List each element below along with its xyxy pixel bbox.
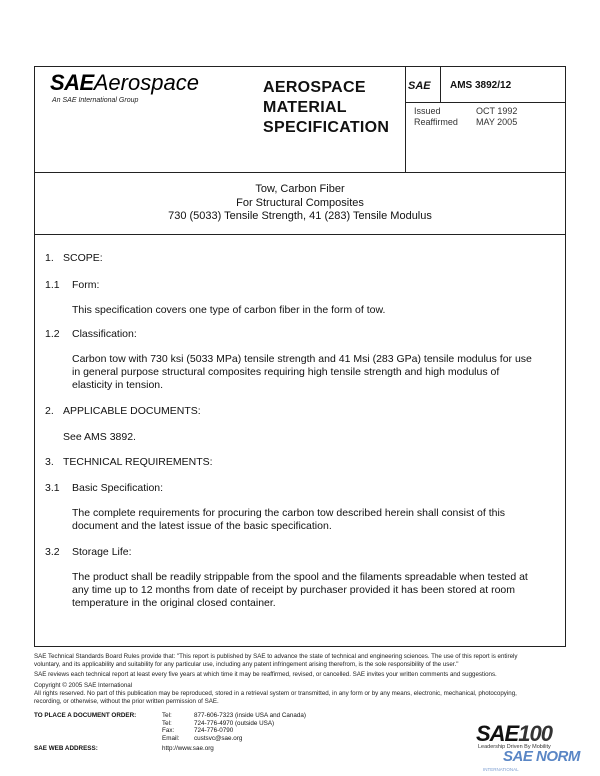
sae-slogan: Leadership Driven By Mobility — [478, 744, 551, 750]
sae-mark: SAE — [408, 80, 431, 92]
paragraph: The product shall be readily strippable from the spool and the filaments spreadable when tested at any time up to 12 months from date of receipt by purchaser provided it has been stored at room temperature in the original closed container. — [72, 571, 528, 609]
email-link[interactable]: custsvc@sae.org — [194, 734, 243, 742]
web-label: SAE WEB ADDRESS: — [34, 745, 98, 752]
tel-value[interactable]: 877-606-7323 (inside USA and Canada) — [194, 712, 307, 719]
header-divider — [440, 66, 441, 102]
section-heading: Form: — [72, 279, 100, 291]
document-title: Tow, Carbon Fiber For Structural Composites 730 (5033) Tensile Strength, 41 (283) Tensile Modulus — [168, 183, 432, 222]
section-number: 3.2 — [45, 546, 60, 558]
order-contact-labels: Tel: Tel: Fax: Email: — [162, 712, 180, 742]
order-contact-values — [194, 712, 306, 742]
paragraph: This specification covers one type of carbon fiber in the form of tow. — [72, 304, 386, 316]
section-heading: Storage Life: — [72, 546, 132, 558]
sae-norm-sub: INTERNATIONAL — [483, 767, 519, 772]
spec-type-title: AEROSPACE MATERIAL SPECIFICATION — [263, 79, 390, 136]
web-address-link[interactable]: http://www.sae.org — [162, 745, 214, 752]
tel2-value[interactable]: 724-776-4970 (outside USA) — [194, 719, 275, 727]
section-number: 1.1 — [45, 279, 60, 291]
section-heading: Classification: — [72, 328, 137, 340]
issue-labels: Issued Reaffirmed — [414, 106, 458, 127]
paragraph: Carbon tow with 730 ksi (5033 MPa) tensile strength and 41 Msi (283 GPa) tensile modulus for use in general purpose structural composites requiring high tensile strength and high modulus of elasticity in tension. — [72, 353, 532, 391]
copyright-notice: Copyright © 2005 SAE International All rights reserved. No part of this publication may be reproduced, stored in a retrieval system or transmitted, in any form or by any means, electronic, mechanical, photocopying, recording, or otherwise, without the prior written permission of SAE. — [34, 682, 517, 705]
sae-aerospace-logo: SAEAerospace — [50, 70, 199, 95]
sae-norm-watermark: SAE NORM — [503, 748, 580, 765]
review-notice: SAE reviews each technical report at least every five years at which time it may be reaffirmed, revised, or cancelled. SAE invites your written comments and suggestions. — [34, 671, 497, 678]
section-number: 1.2 — [45, 328, 60, 340]
section-number: 1. — [45, 252, 54, 264]
header-divider — [405, 66, 406, 173]
logo-subtitle: An SAE International Group — [52, 97, 139, 104]
section-number: 3. — [45, 456, 54, 468]
section-heading: APPLICABLE DOCUMENTS: — [63, 405, 201, 417]
section-heading: TECHNICAL REQUIREMENTS: — [63, 456, 213, 468]
issue-dates: OCT 1992 MAY 2005 — [476, 106, 518, 127]
paragraph: See AMS 3892. — [63, 431, 136, 443]
header-divider — [405, 102, 566, 103]
section-number: 2. — [45, 405, 54, 417]
paragraph: The complete requirements for procuring the carbon tow described herein shall consist of this document and the latest issue of the basic specification. — [72, 507, 506, 532]
section-heading: SCOPE: — [63, 252, 103, 264]
order-label: TO PLACE A DOCUMENT ORDER: — [34, 712, 137, 719]
sae-100-logo: SAE100 — [476, 721, 552, 746]
fax-value: 724-776-0790 — [194, 727, 234, 735]
standards-board-rules: SAE Technical Standards Board Rules provide that: "This report is published by SAE to advance the state of technical and engineering sciences. The use of this report is entirely voluntary, and its applicability and suitability for any particular use, including any patent infringement arising therefrom, is the sole responsibility of the user." — [34, 653, 518, 668]
section-heading: Basic Specification: — [72, 482, 164, 494]
section-number: 3.1 — [45, 482, 60, 494]
document-number: AMS 3892/12 — [450, 80, 512, 91]
